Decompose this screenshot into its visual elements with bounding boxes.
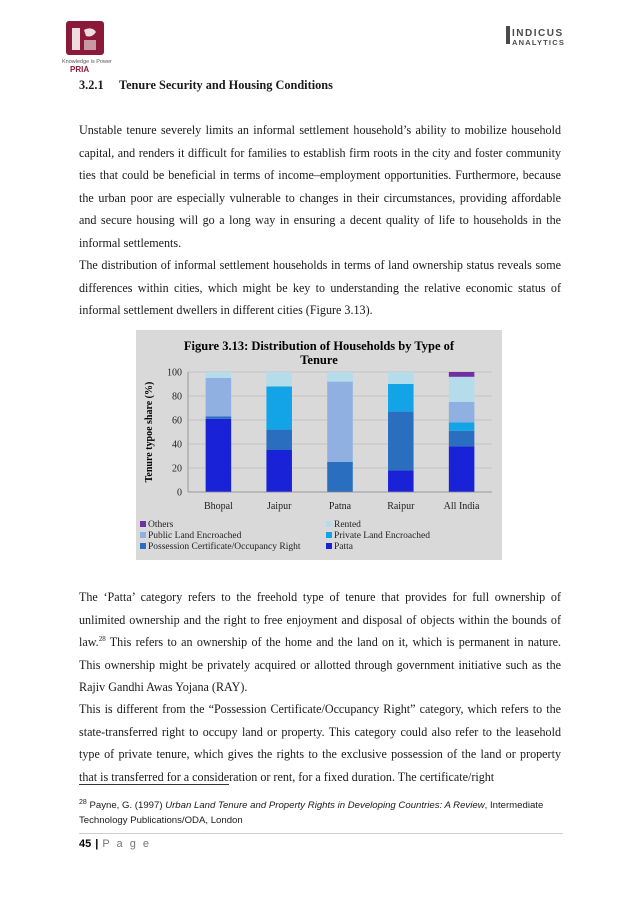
chart-title-line1: Figure 3.13: Distribution of Households by Type of (183, 339, 455, 353)
pria-emblem-icon (66, 21, 104, 55)
x-tick-label-raipur: Raipur (387, 501, 415, 512)
footnote-divider (79, 784, 229, 785)
legend-swatch-rented (326, 521, 332, 527)
page-label: P a g e (102, 838, 151, 850)
indicus-line1: INDICUS (512, 28, 564, 39)
y-tick-label-20: 20 (172, 463, 182, 475)
chart-svg (136, 330, 502, 560)
legend-swatch-possession-certificate-occupancy-right (140, 543, 146, 549)
pria-logo (60, 18, 116, 74)
bar-all-india-private-land-encroached (449, 422, 475, 430)
section-title: Tenure Security and Housing Conditions (119, 78, 333, 92)
paragraph-distribution: The distribution of informal settlement households in terms of land ownership status reveals some differences within cities, which might be key to understanding the relative economic status of informal settlement dwellers in different cities (Figure 3.13). (79, 258, 561, 318)
bar-jaipur-possession-certificate-occupancy-right (266, 430, 292, 450)
section-heading (79, 78, 333, 93)
bar-raipur-patta (388, 470, 414, 492)
legend-label-rented: Rented (334, 520, 361, 530)
bar-raipur-rented (388, 372, 414, 384)
x-tick-label-patna: Patna (328, 501, 352, 512)
bar-all-india-public-land-encroached (449, 402, 475, 422)
footnote-title: Urban Land Tenure and Property Rights in Developing Countries: A Review (165, 800, 485, 811)
footnote-rest: , Intermediate Technology Publications/ODA, London (79, 800, 544, 826)
y-tick-label-0: 0 (177, 487, 182, 499)
bar-all-india-patta (449, 446, 475, 492)
page-footer (79, 838, 151, 850)
legend-label-public-land-encroached: Public Land Encroached (148, 531, 242, 541)
bar-bhopal-patta (206, 419, 232, 492)
bar-jaipur-private-land-encroached (266, 386, 292, 429)
legend-label-others: Others (148, 520, 174, 530)
bar-patna-public-land-encroached (327, 382, 353, 462)
legend-label-private-land-encroached: Private Land Encroached (334, 531, 431, 541)
legend-label-patta: Patta (334, 542, 353, 552)
footnote-28 (79, 798, 569, 828)
bar-patna-possession-certificate-occupancy-right (327, 462, 353, 492)
footnote-number: 28 (79, 798, 87, 806)
footer-divider (79, 833, 563, 834)
indicus-analytics-logo (506, 24, 576, 52)
indicus-line2: ANALYTICS (512, 38, 566, 47)
page-number: 45 (79, 838, 92, 850)
x-tick-label-jaipur: Jaipur (266, 501, 292, 512)
pria-tagline: Knowledge is Power (62, 59, 112, 65)
bar-bhopal-rented (206, 372, 232, 378)
legend-label-possession-certificate-occupancy-right: Possession Certificate/Occupancy Right (148, 542, 301, 552)
legend-swatch-private-land-encroached (326, 532, 332, 538)
legend-swatch-patta (326, 543, 332, 549)
legend-swatch-public-land-encroached (140, 532, 146, 538)
footer-separator: | (95, 838, 99, 850)
paragraph-patta (79, 586, 561, 699)
chart-y-axis-label: Tenure typoe share (%) (144, 381, 155, 483)
indicus-bar-icon (506, 26, 510, 44)
chart-legend (140, 520, 430, 552)
y-tick-label-80: 80 (172, 391, 182, 403)
footnote-author: Payne, G. (1997) (86, 800, 166, 811)
bar-raipur-possession-certificate-occupancy-right (388, 412, 414, 471)
chart-title-line2: Tenure (300, 353, 338, 367)
bar-all-india-possession-certificate-occupancy-right (449, 431, 475, 447)
paragraph-tenure-intro: Unstable tenure severely limits an informal settlement household’s ability to mobilize household capital, and renders it difficult for families to establish firm roots in the city and foster community ties that could be beneficial in terms of income–employment opportunities. Furthermore, because the urban poor are especially vulnerable to changes in their circumstances, providing affordable and secure housing will go a long way in ensuring a decent quality of life to households in the informal settlements. (79, 123, 561, 250)
y-tick-label-60: 60 (172, 415, 182, 427)
legend-swatch-others (140, 521, 146, 527)
bar-raipur-private-land-encroached (388, 384, 414, 412)
bar-all-india-others (449, 372, 475, 377)
figure-3-13-chart (136, 330, 502, 560)
chart-bars (206, 372, 475, 492)
section-number: 3.2.1 (79, 78, 104, 92)
bar-patna-rented (327, 372, 353, 382)
bar-jaipur-patta (266, 450, 292, 492)
paragraph-possession: This is different from the “Possession Certificate/Occupancy Right” category, which refers to the state-transferred right to occupy land or property. This category could also refer to the leasehold type of private tenure, which gives the rights to the exclusive possession of the land or property that is transferred for a consideration or rent, for a fixed duration. The certificate/right (79, 702, 561, 784)
bar-all-india-rented (449, 377, 475, 402)
y-tick-label-40: 40 (172, 439, 182, 451)
x-tick-label-bhopal: Bhopal (203, 501, 233, 512)
bar-bhopal-possession-certificate-occupancy-right (206, 416, 232, 418)
y-tick-label-100: 100 (167, 367, 182, 379)
paragraph-patta-text-b: This refers to an ownership of the home and the land on it, which is permanent in nature. This ownership might be privately acquired or allotted through government initiative such as the Rajiv Gandhi Awas Yojana (RAY). (79, 635, 561, 695)
bar-jaipur-rented (266, 372, 292, 386)
x-tick-label-all-india: All India (443, 501, 480, 512)
paragraph-patta-text-a: The ‘Patta’ category refers to the freehold type of tenure that provides for full ownership of unlimited ownership and the right to free enjoyment and disposal of objects within the bounds of law. (79, 590, 561, 650)
pria-wordmark: PRIA (70, 65, 90, 74)
footnote-ref-28[interactable]: 28 (98, 635, 106, 644)
bar-bhopal-public-land-encroached (206, 378, 232, 416)
